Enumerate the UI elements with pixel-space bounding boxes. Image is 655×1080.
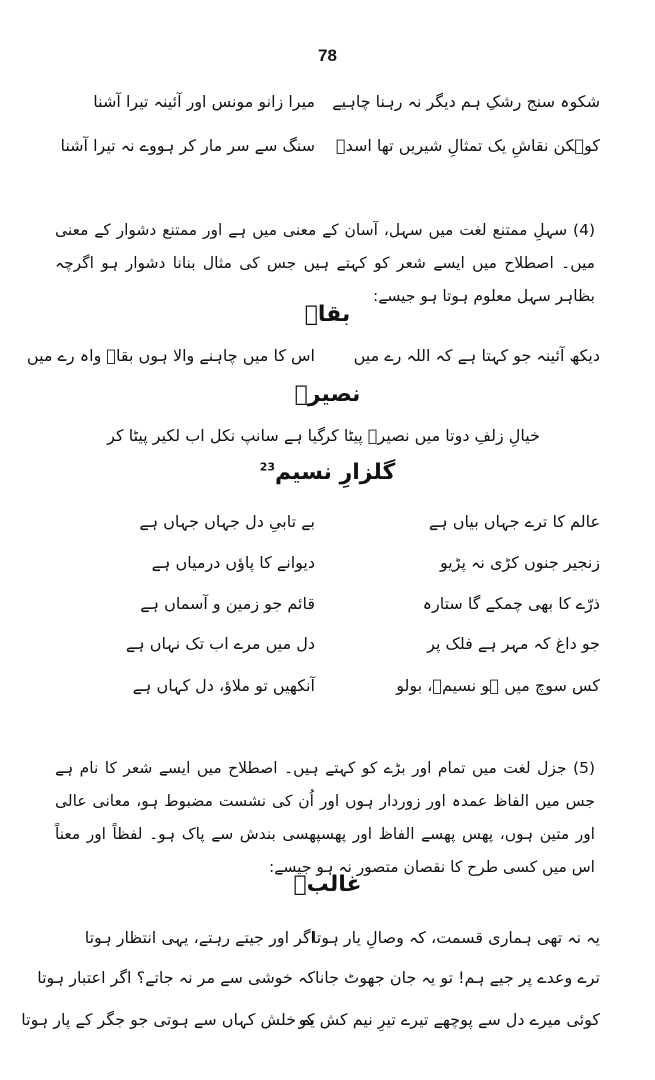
- verse-couplet: [40, 512, 600, 542]
- verse-second-line: بے تابیِ دل جہاں جہاں ہے: [139, 512, 315, 531]
- verse-second-line: آنکھیں تو ملاؤ، دل کہاں ہے: [132, 676, 315, 695]
- verse-first-line: شکوہ سنج رشکِ ہم دیگر نہ رہنا چاہیے: [332, 92, 600, 111]
- verse-first-line: عالم کا ترے جہاں بیاں ہے: [428, 512, 600, 531]
- verse-couplet: [26, 346, 600, 376]
- poet-heading-ghalib: غالبؔ: [293, 872, 362, 897]
- verse-couplet: [21, 1010, 600, 1040]
- verse-second-line: سنگ سے سر مار کر ہووے نہ تیرا آشنا: [60, 136, 315, 155]
- verse-second-line: قائم جو زمین و آسماں ہے: [140, 594, 315, 613]
- verse-second-line: گیا ہے سانپ نکل اب لکیر پیٹا کر: [107, 426, 325, 445]
- verse-first-line: زنجیر جنوں کڑی نہ پڑیو: [439, 553, 600, 572]
- verse-second-line: کہ خوشی سے مر نہ جاتے؟ اگر اعتبار ہوتا: [37, 968, 315, 987]
- verse-couplet: [40, 676, 600, 706]
- verse-first-line: ذرّے کا بھی چمکے گا ستارہ: [422, 594, 600, 613]
- verse-first-line: ترے وعدے پر جیے ہم! تو یہ جان جھوٹ جانا: [314, 968, 600, 987]
- heading-text: گلزارِ نسیم: [275, 460, 396, 485]
- section-4-paragraph: (4) سہلِ ممتنع لغت میں سہل، آسان کے معنی میں ہے اور ممتنع دشوار کے معنی میں۔ اصطلاح میں ایسے شعر کو کہتے ہیں جس کی مثال بنانا دشوار ہو اگرچہ بظاہر سہل معلوم ہوتا ہو جیسے:: [55, 221, 595, 305]
- verse-first-line: کس سوچ میں ہو نسیمؔ، بولو: [396, 676, 600, 695]
- verse-couplet: [40, 136, 600, 166]
- verse-second-line: دل میں مرے اب تک نہاں ہے: [125, 634, 315, 653]
- verse-first-line: کوئی میرے دل سے پوچھے تیرے تیرِ نیم کش کو: [298, 1010, 600, 1029]
- verse-couplet: [40, 553, 600, 583]
- verse-couplet: [40, 634, 600, 664]
- verse-couplet: [40, 92, 600, 122]
- verse-couplet: [40, 594, 600, 624]
- verse-first-line: خیالِ زلفِ دوتا میں نصیرؔ پیٹا کر: [322, 426, 540, 445]
- verse-couplet: [40, 928, 600, 958]
- poet-heading-naseer: نصیرؔ: [294, 382, 361, 407]
- page-number: 78: [318, 46, 337, 65]
- verse-second-line: دیوانے کا پاؤں درمیاں ہے: [151, 553, 315, 572]
- verse-first-line: یہ نہ تھی ہماری قسمت، کہ وصالِ یار ہوتا: [311, 928, 600, 947]
- verse-second-line: میرا زانو مونس اور آئینہ تیرا آشنا: [93, 92, 315, 111]
- verse-second-line: اگر اور جیتے رہتے، یہی انتظار ہوتا: [84, 928, 315, 947]
- verse-couplet: [100, 426, 540, 456]
- verse-first-line: دیکھ آئینہ جو کہتا ہے کہ اللہ رے میں: [353, 346, 600, 365]
- verse-first-line: کوہکن نقاشِ یک تمثالِ شیریں تھا اسدؔ: [335, 136, 600, 155]
- verse-second-line: یہ خلش کہاں سے ہوتی جو جگر کے پار ہوتا: [21, 1010, 315, 1029]
- poet-heading-gulzar-naseem: [0, 460, 655, 485]
- verse-couplet: [37, 968, 600, 998]
- verse-first-line: جو داغ کہ مہر ہے فلک پر: [427, 634, 600, 653]
- poet-heading-baqa: بقاؔ: [304, 302, 351, 327]
- verse-second-line: اس کا میں چاہنے والا ہوں بقاؔ واہ رے میں: [26, 346, 315, 365]
- footnote-marker: 23: [259, 460, 276, 474]
- section-5-paragraph: (5) جزل لغت میں تمام اور بڑے کو کہتے ہیں۔ اصطلاح میں ایسے شعر کا نام ہے جس میں الفاظ عمدہ اور زوردار ہوں اور اُن کی نشست مضبوط ہو، معانی عالی اور متین ہوں، پھس پھسے الفاظ اور پھسپھسی بندش سے پاک ہو۔ لفظاً اور معناً اس میں کسی طرح کا نقصان متصور نہ ہو جیسے:: [55, 759, 595, 876]
